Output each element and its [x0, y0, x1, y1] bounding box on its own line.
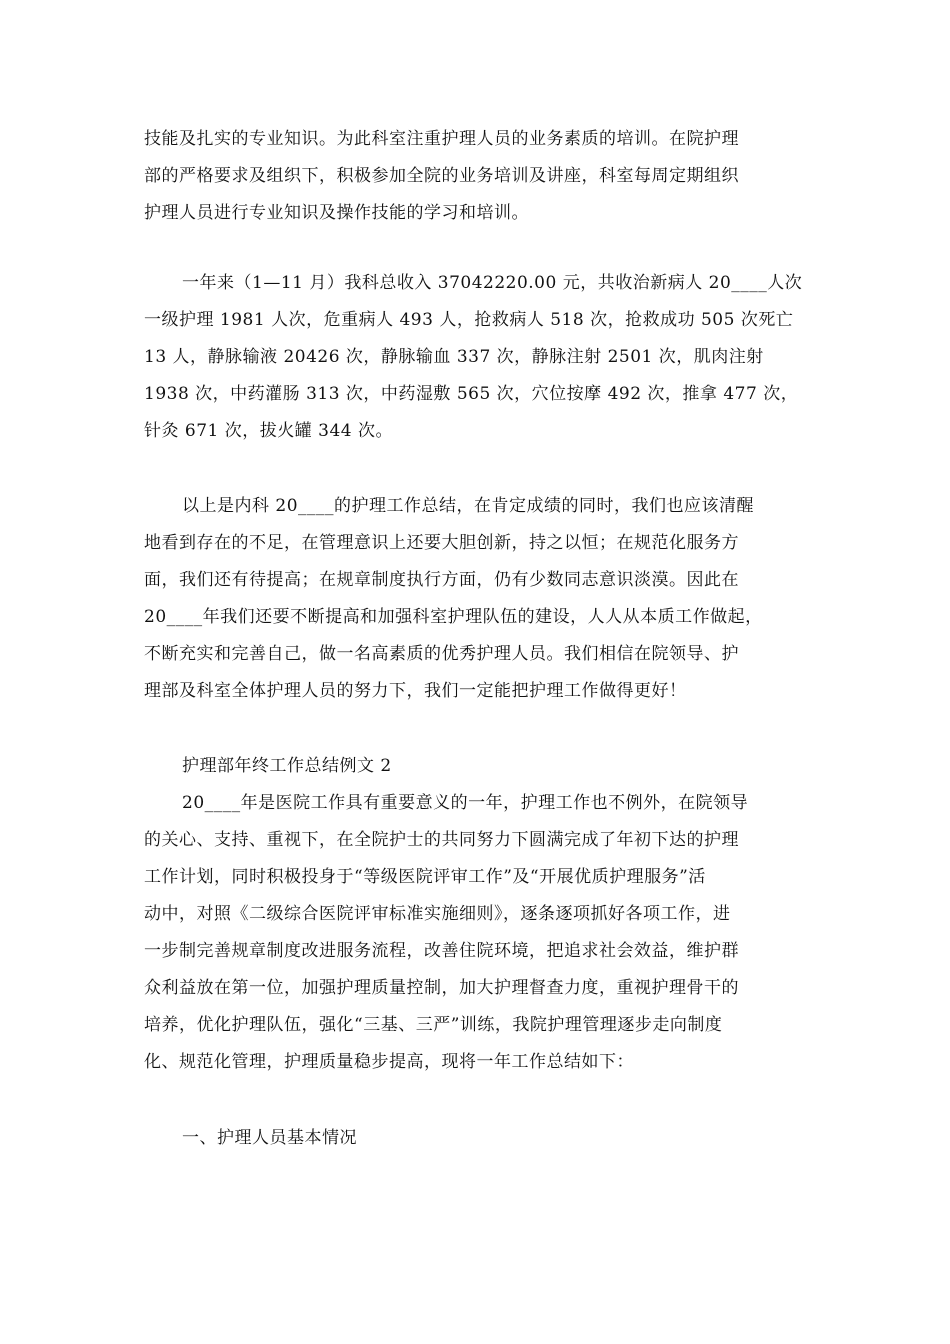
text-line: 工作计划，同时积极投身于“等级医院评审工作”及“开展优质护理服务”活 — [144, 867, 706, 887]
text-line: 护理人员进行专业知识及操作技能的学习和培训。 — [144, 203, 529, 223]
text-line: 以上是内科 20____的护理工作总结，在肯定成绩的同时，我们也应该清醒 — [182, 496, 755, 516]
text-line: 不断充实和完善自己，做一名高素质的优秀护理人员。我们相信在院领导、护 — [144, 644, 739, 664]
paragraph-training — [144, 121, 820, 232]
section-heading-example-2 — [144, 748, 820, 785]
text-line: 1938 次，中药灌肠 313 次，中药湿敷 565 次，穴位按摩 492 次，推拿 477 次， — [144, 384, 799, 404]
text-line: 13 人，静脉输液 20426 次，静脉输血 337 次，静脉注射 2501 次，肌肉注射 — [144, 347, 764, 367]
text-line: 一级护理 1981 人次，危重病人 493 人，抢救病人 518 次，抢救成功 505 次死亡 — [144, 310, 794, 330]
text-line: 众利益放在第一位，加强护理质量控制，加大护理督查力度，重视护理骨干的 — [144, 978, 739, 998]
text-line: 培养，优化护理队伍，强化“三基、三严”训练，我院护理管理逐步走向制度 — [144, 1015, 723, 1035]
text-line: 一步制完善规章制度改进服务流程，改善住院环境，把追求社会效益，维护群 — [144, 941, 739, 961]
text-line: 20____年是医院工作具有重要意义的一年，护理工作也不例外，在院领导 — [182, 793, 749, 813]
paragraph-year-overview — [144, 785, 820, 1081]
text-line: 面，我们还有待提高；在规章制度执行方面，仍有少数同志意识淡漠。因此在 — [144, 570, 739, 590]
text-line: 一年来（1—11 月）我科总收入 37042220.00 元，共收治新病人 20____人次 — [182, 273, 803, 293]
text-line: 的关心、支持、重视下，在全院护士的共同努力下圆满完成了年初下达的护理 — [144, 830, 739, 850]
text-line: 一、护理人员基本情况 — [182, 1128, 357, 1148]
paragraph-summary — [144, 488, 820, 710]
text-line: 20____年我们还要不断提高和加强科室护理队伍的建设，人人从本质工作做起， — [144, 607, 763, 627]
paragraph-statistics — [144, 265, 820, 450]
text-line: 动中，对照《二级综合医院评审标准实施细则》，逐条逐项抓好各项工作，进 — [144, 904, 731, 924]
text-line: 理部及科室全体护理人员的努力下，我们一定能把护理工作做得更好！ — [144, 681, 687, 701]
text-line: 护理部年终工作总结例文 2 — [182, 756, 392, 776]
text-line: 地看到存在的不足，在管理意识上还要大胆创新，持之以恒；在规范化服务方 — [144, 533, 739, 553]
text-line: 化、规范化管理，护理质量稳步提高，现将一年工作总结如下： — [144, 1052, 634, 1072]
text-line: 技能及扎实的专业知识。为此科室注重护理人员的业务素质的培训。在院护理 — [144, 129, 739, 149]
text-line: 针灸 671 次，拔火罐 344 次。 — [144, 421, 394, 441]
section-heading-staff — [144, 1120, 820, 1157]
text-line: 部的严格要求及组织下，积极参加全院的业务培训及讲座，科室每周定期组织 — [144, 166, 739, 186]
